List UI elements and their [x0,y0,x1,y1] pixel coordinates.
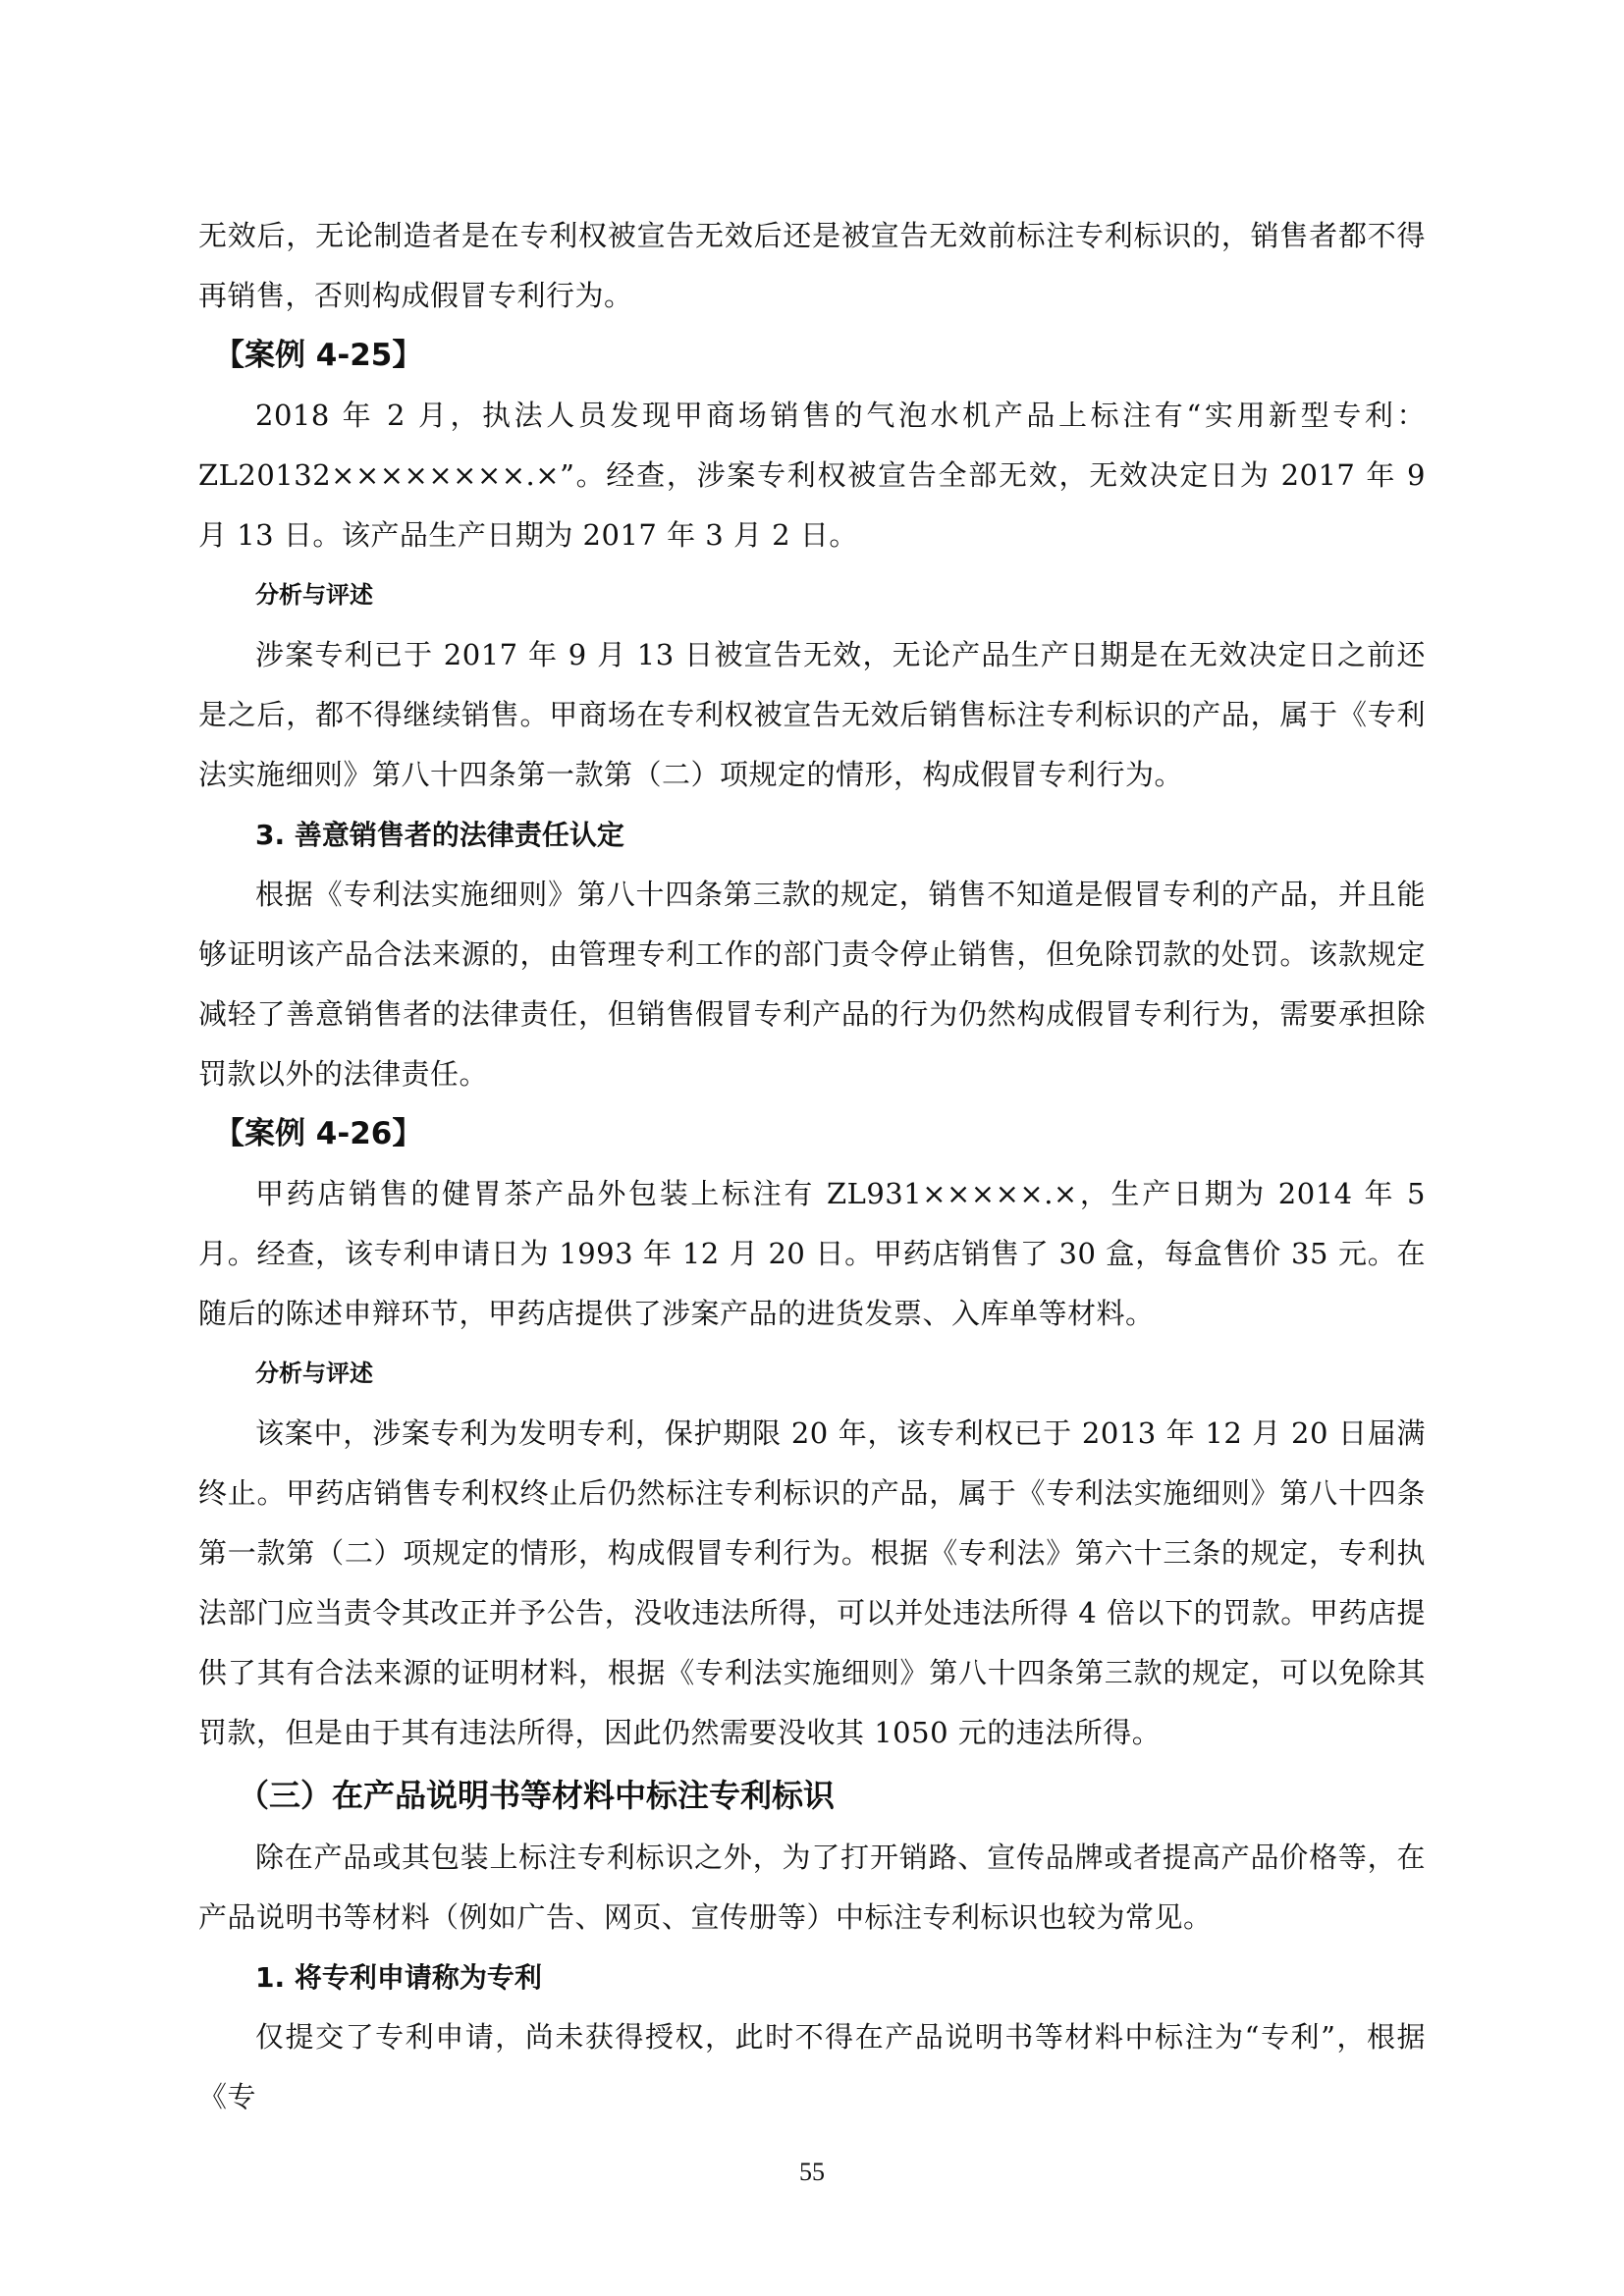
analysis-title-4-26: 分析与评述 [255,1360,373,1387]
case-title-4-25: 【案例 4-25】 [214,338,423,373]
page-body [198,206,1426,2127]
case-title-4-26: 【案例 4-26】 [214,1116,423,1151]
paragraph-case-4-25-analysis: 涉案专利已于 2017 年 9 月 13 日被宣告无效，无论产品生产日期是在无效决定日之前还是之后，都不得继续销售。甲商场在专利权被宣告无效后销售标注专利标识的产品，属于《专利法实施细则》第八十四条第一款第（二）项规定的情形，构成假冒专利行为。 [198,638,1426,791]
subheading-good-faith-seller: 3. 善意销售者的法律责任认定 [255,819,624,851]
paragraph-case-4-26-analysis: 该案中，涉案专利为发明专利，保护期限 20 年，该专利权已于 2013 年 12 月 20 日届满终止。甲药店销售专利权终止后仍然标注专利标识的产品，属于《专利法实施细则》第八十四条第一款第（二）项规定的情形，构成假冒专利行为。根据《专利法》第六十三条的规定，专利执法部门应当责令其改正并予公告，没收违法所得，可以并处违法所得 4 倍以下的罚款。甲药店提供了其有合法来源的证明材料，根据《专利法实施细则》第八十四条第三款的规定，可以免除其罚款，但是由于其有违法所得，因此仍然需要没收其 1050 元的违法所得。 [198,1416,1426,1749]
paragraph-application-as-patent: 仅提交了专利申请，尚未获得授权，此时不得在产品说明书等材料中标注为“专利”，根据《专 [198,2020,1426,2113]
paragraph-case-4-26-facts: 甲药店销售的健胃茶产品外包装上标注有 ZL931×××××.×，生产日期为 2014 年 5 月。经查，该专利申请日为 1993 年 12 月 20 日。甲药店销售了 30 盒，每盒售价 35 元。在随后的陈述申辩环节，甲药店提供了涉案产品的进货发票、入库单等材料。 [198,1177,1426,1330]
page-number: 55 [799,2158,825,2186]
paragraph-invalidation-intro: 无效后，无论制造者是在专利权被宣告无效后还是被宣告无效前标注专利标识的，销售者都不得再销售，否则构成假冒专利行为。 [198,219,1426,312]
paragraph-case-4-25-facts: 2018 年 2 月，执法人员发现甲商场销售的气泡水机产品上标注有“实用新型专利：ZL20132××××××××.×”。经查，涉案专利权被宣告全部无效，无效决定日为 2017 年 9 月 13 日。该产品生产日期为 2017 年 3 月 2 日。 [198,399,1426,552]
paragraph-manual-marking: 除在产品或其包装上标注专利标识之外，为了打开销路、宣传品牌或者提高产品价格等，在产品说明书等材料（例如广告、网页、宣传册等）中标注专利标识也较为常见。 [198,1841,1426,1934]
paragraph-good-faith-seller: 根据《专利法实施细则》第八十四条第三款的规定，销售不知道是假冒专利的产品，并且能够证明该产品合法来源的，由管理专利工作的部门责令停止销售，但免除罚款的处罚。该款规定减轻了善意销售者的法律责任，但销售假冒专利产品的行为仍然构成假冒专利行为，需要承担除罚款以外的法律责任。 [198,878,1426,1091]
subheading-application-as-patent: 1. 将专利申请称为专利 [255,1961,542,1994]
analysis-title-4-25: 分析与评述 [255,581,373,609]
section-heading-manual-marking: （三）在产品说明书等材料中标注专利标识 [238,1777,836,1814]
